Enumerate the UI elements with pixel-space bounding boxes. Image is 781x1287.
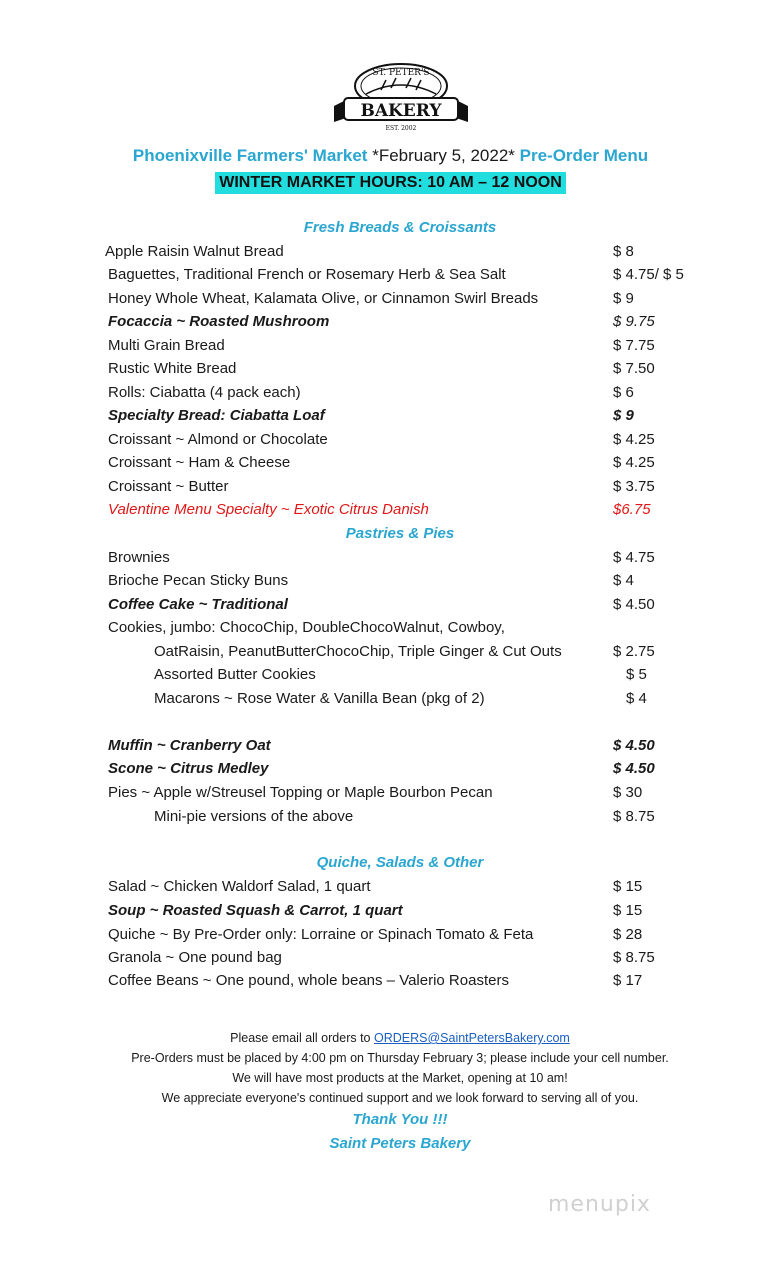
- logo-name: BAKERY: [360, 101, 442, 121]
- menu-item: Salad ~ Chicken Waldorf Salad, 1 quart $ 15: [108, 878, 643, 895]
- logo-est: EST. 2002: [385, 125, 417, 132]
- signature: Saint Peters Bakery: [329, 1135, 471, 1152]
- menu-item-featured: Scone ~ Citrus Medley $ 4.50: [108, 760, 655, 777]
- menu-item: OatRaisin, PeanutButterChocoChip, Triple Ginger & Cut Outs $ 2.75: [154, 643, 655, 660]
- footer-market-note: We will have most products at the Market, opening at 10 am!: [232, 1071, 568, 1085]
- menu-item: Macarons ~ Rose Water & Vanilla Bean (pkg of 2) $ 4: [154, 690, 647, 707]
- menu-item: Quiche ~ By Pre-Order only: Lorraine or Spinach Tomato & Feta $ 28: [108, 926, 643, 943]
- menu-item: Croissant ~ Butter $ 3.75: [108, 478, 655, 495]
- footer-deadline: Pre-Orders must be placed by 4:00 pm on Thursday February 3; please include your cell number.: [131, 1051, 669, 1065]
- section-quiche: Quiche, Salads & Other: [316, 854, 484, 871]
- footer: [0, 1028, 781, 1156]
- section-pastries: Pastries & Pies: [345, 525, 455, 542]
- watermark: menupix: [548, 1192, 651, 1217]
- menu-item: Honey Whole Wheat, Kalamata Olive, or Cinnamon Swirl Breads $ 9: [108, 290, 634, 307]
- menu-item: Baguettes, Traditional French or Rosemary Herb & Sea Salt $ 4.75/ $ 5: [108, 266, 684, 283]
- section-breads: Fresh Breads & Croissants: [303, 219, 497, 236]
- menu-item: Assorted Butter Cookies $ 5: [154, 666, 647, 683]
- market-date: *February 5, 2022*: [372, 146, 515, 165]
- menu-item-valentine-special: Valentine Menu Specialty ~ Exotic Citrus Danish $6.75: [108, 501, 651, 518]
- thank-you: Thank You !!!: [352, 1111, 448, 1128]
- market-name: Phoenixville Farmers' Market: [132, 146, 368, 165]
- menu-item: Croissant ~ Ham & Cheese $ 4.25: [108, 454, 655, 471]
- menu-item: Apple Raisin Walnut Bread $ 8: [105, 243, 634, 260]
- menu-item: Pies ~ Apple w/Streusel Topping or Maple Bourbon Pecan $ 30: [108, 784, 643, 801]
- menu-item-featured: Soup ~ Roasted Squash & Carrot, 1 quart $ 15: [108, 902, 643, 919]
- menu-item: Coffee Beans ~ One pound, whole beans – Valerio Roasters $ 17: [108, 972, 643, 989]
- menu-label: Pre-Order Menu: [519, 146, 649, 165]
- market-hours: WINTER MARKET HOURS: 10 AM – 12 NOON: [215, 172, 566, 194]
- email-link[interactable]: ORDERS@SaintPetersBakery.com: [373, 1031, 570, 1045]
- footer-email-line: Please email all orders to ORDERS@SaintPetersBakery.com: [230, 1031, 570, 1045]
- bakery-logo: [326, 56, 476, 136]
- menu-item: Mini-pie versions of the above $ 8.75: [154, 808, 655, 825]
- menu-item: Granola ~ One pound bag $ 8.75: [108, 949, 655, 966]
- menu-item-featured: Specialty Bread: Ciabatta Loaf $ 9: [108, 407, 634, 424]
- menu-item: Brioche Pecan Sticky Buns $ 4: [108, 572, 634, 589]
- menu-item-featured: Muffin ~ Cranberry Oat $ 4.50: [108, 737, 655, 754]
- footer-appreciation: We appreciate everyone's continued support and we look forward to serving all of you.: [161, 1091, 639, 1105]
- menu-item-featured: Focaccia ~ Roasted Mushroom $ 9.75: [108, 313, 655, 330]
- menu-item: Rustic White Bread $ 7.50: [108, 360, 655, 377]
- menu-item: Rolls: Ciabatta (4 pack each) $ 6: [108, 384, 634, 401]
- menu-item: Brownies $ 4.75: [108, 549, 655, 566]
- menu-item: Multi Grain Bread $ 7.75: [108, 337, 655, 354]
- menu-item-featured: Coffee Cake ~ Traditional $ 4.50: [108, 596, 655, 613]
- logo-top-text: ST. PETER'S: [372, 68, 430, 78]
- menu-item: Cookies, jumbo: ChocoChip, DoubleChocoWalnut, Cowboy,: [108, 619, 505, 636]
- header-title: [0, 146, 781, 166]
- menu-item: Croissant ~ Almond or Chocolate $ 4.25: [108, 431, 655, 448]
